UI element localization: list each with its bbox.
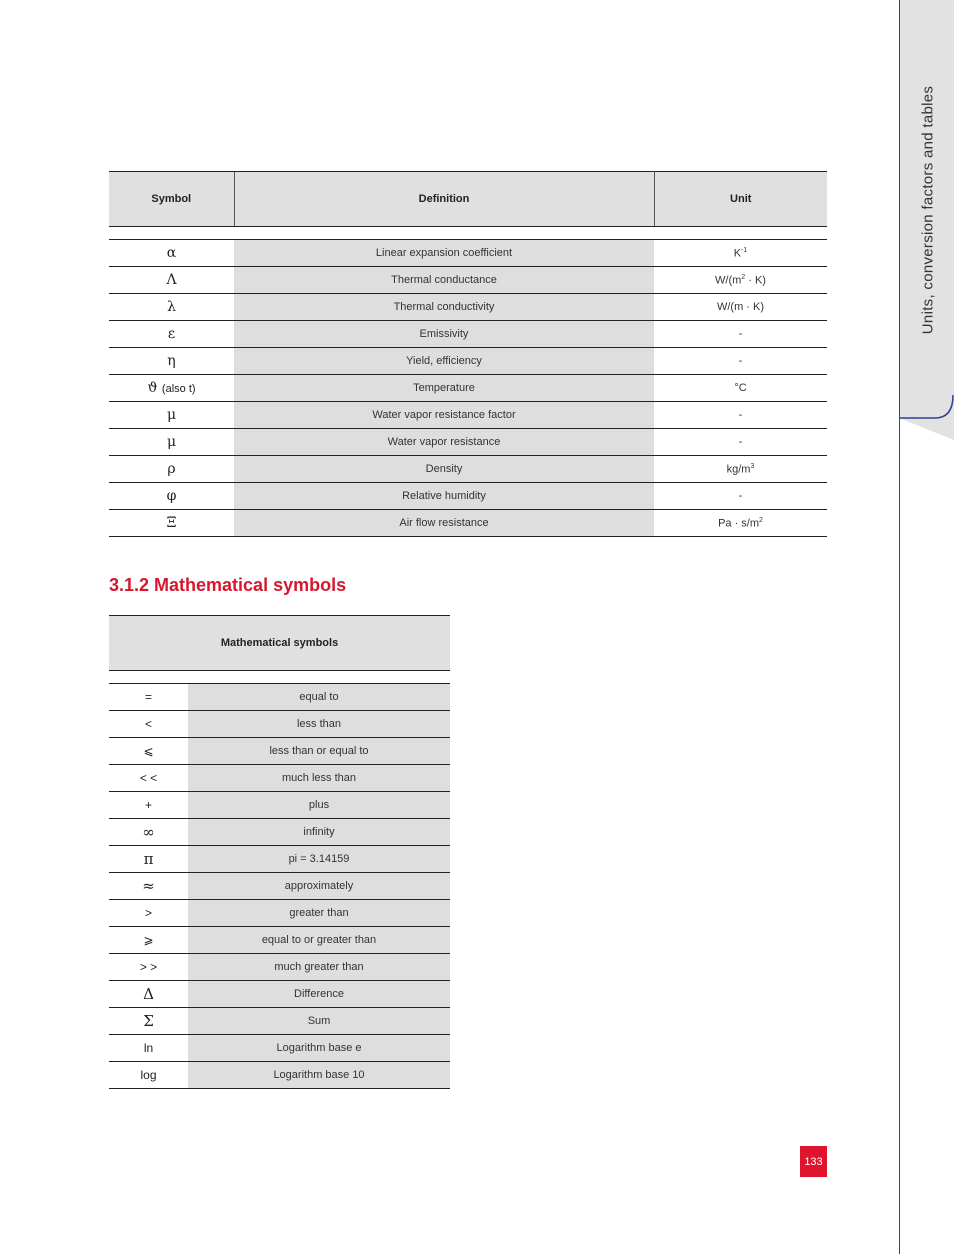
unit-cell [654, 321, 827, 348]
section-title: 3.1.2 Mathematical symbols [109, 575, 347, 595]
math-symbol-cell: Σ [109, 1008, 188, 1035]
unit-cell [654, 348, 827, 375]
side-tab-label: Units, conversion factors and tables [919, 85, 936, 335]
table-row [109, 792, 450, 819]
symbol-glyph: η [167, 353, 176, 369]
math-symbol-cell: log [109, 1062, 188, 1089]
math-symbol-cell: < [109, 711, 188, 738]
unit-base: W/(m [715, 274, 742, 287]
header-definition: Definition [234, 172, 654, 227]
symbol-note: (also t) [161, 383, 196, 395]
math-symbol-cell: Δ [109, 981, 188, 1008]
table-row [109, 873, 450, 900]
math-symbol-cell: ⩾ [109, 927, 188, 954]
unit-cell [654, 483, 827, 510]
symbol-glyph: λ [167, 299, 176, 315]
math-meaning-cell: equal to [188, 684, 450, 711]
side-tab-curve [897, 395, 954, 440]
symbol-glyph: μ [166, 407, 177, 423]
math-symbol-cell: ∞ [109, 819, 188, 846]
symbol-glyph: ε [167, 326, 176, 342]
symbol-cell [109, 429, 234, 456]
symbol-cell [109, 240, 234, 267]
math-symbol-cell: > > [109, 954, 188, 981]
definition-cell: Water vapor resistance factor [234, 402, 654, 429]
table-row [109, 1008, 450, 1035]
header-math-symbols: Mathematical symbols [109, 616, 450, 671]
math-symbol-cell: = [109, 684, 188, 711]
page-number: 133 [800, 1146, 827, 1177]
symbol-glyph: Ξ [166, 515, 177, 531]
math-meaning-cell: Sum [188, 1008, 450, 1035]
symbol-glyph: ϑ [147, 380, 158, 396]
math-meaning-cell: equal to or greater than [188, 927, 450, 954]
unit-base: °C [734, 382, 747, 394]
table-row [109, 684, 450, 711]
math-meaning-cell: approximately [188, 873, 450, 900]
table-row [109, 402, 827, 429]
math-meaning-cell: greater than [188, 900, 450, 927]
table-row [109, 954, 450, 981]
math-meaning-cell: Logarithm base 10 [188, 1062, 450, 1089]
unit-base: - [738, 355, 743, 367]
table-row [109, 846, 450, 873]
unit-base: - [738, 490, 743, 502]
unit-cell [654, 294, 827, 321]
table-row [109, 819, 450, 846]
physical-symbols-table [109, 171, 827, 537]
definition-cell: Temperature [234, 375, 654, 402]
definition-cell: Yield, efficiency [234, 348, 654, 375]
definition-cell: Density [234, 456, 654, 483]
math-symbol-cell: + [109, 792, 188, 819]
unit-base: - [738, 409, 743, 421]
symbol-cell [109, 483, 234, 510]
symbol-cell [109, 456, 234, 483]
math-symbol-cell: ln [109, 1035, 188, 1062]
unit-base: Pa · s/m [718, 517, 760, 530]
table-row [109, 900, 450, 927]
table-header-row [109, 172, 827, 227]
table-row [109, 765, 450, 792]
math-meaning-cell: Difference [188, 981, 450, 1008]
table-row [109, 711, 450, 738]
unit-exponent: -1 [741, 246, 748, 254]
header-unit: Unit [654, 172, 827, 227]
table-row [109, 738, 450, 765]
definition-cell: Water vapor resistance [234, 429, 654, 456]
math-symbol-cell: < < [109, 765, 188, 792]
math-symbol-cell: ≈ [109, 873, 188, 900]
math-symbol-cell: π [109, 846, 188, 873]
unit-cell [654, 402, 827, 429]
table-row [109, 927, 450, 954]
math-meaning-cell: less than or equal to [188, 738, 450, 765]
side-section-tab [899, 0, 954, 418]
definition-cell: Relative humidity [234, 483, 654, 510]
unit-base: - [738, 328, 743, 340]
unit-cell [654, 510, 827, 537]
math-meaning-cell: Logarithm base e [188, 1035, 450, 1062]
definition-cell: Thermal conductivity [234, 294, 654, 321]
symbol-cell [109, 294, 234, 321]
math-symbol-cell: ⩽ [109, 738, 188, 765]
table-row [109, 483, 827, 510]
table-header-row [109, 616, 450, 671]
symbol-cell [109, 348, 234, 375]
math-meaning-cell: plus [188, 792, 450, 819]
table-row [109, 294, 827, 321]
math-meaning-cell: pi = 3.14159 [188, 846, 450, 873]
symbol-glyph: φ [166, 488, 177, 504]
definition-cell: Linear expansion coefficient [234, 240, 654, 267]
unit-exponent: 2 [741, 273, 746, 281]
symbol-cell [109, 510, 234, 537]
table-row [109, 981, 450, 1008]
unit-base: W/(m · K) [716, 301, 765, 313]
unit-exponent: 3 [750, 462, 755, 470]
math-symbols-table [109, 615, 450, 1089]
symbol-cell [109, 321, 234, 348]
table-row [109, 1035, 450, 1062]
table-row [109, 348, 827, 375]
symbol-glyph: μ [166, 434, 177, 450]
unit-cell [654, 429, 827, 456]
unit-cell [654, 456, 827, 483]
unit-cell [654, 240, 827, 267]
symbol-glyph: Λ [166, 272, 177, 288]
math-meaning-cell: less than [188, 711, 450, 738]
table-row [109, 429, 827, 456]
symbol-glyph: ρ [167, 461, 176, 477]
symbol-cell [109, 375, 234, 402]
unit-tail: · K) [745, 274, 766, 287]
table-row [109, 456, 827, 483]
definition-cell: Emissivity [234, 321, 654, 348]
table-row [109, 267, 827, 294]
unit-base: - [738, 436, 743, 448]
unit-base: K [733, 247, 742, 260]
symbol-cell [109, 402, 234, 429]
table-row [109, 510, 827, 537]
math-meaning-cell: much greater than [188, 954, 450, 981]
math-symbol-cell: > [109, 900, 188, 927]
unit-cell [654, 375, 827, 402]
definition-cell: Air flow resistance [234, 510, 654, 537]
symbol-glyph: α [166, 245, 177, 261]
unit-base: kg/m [726, 463, 751, 476]
table-row [109, 240, 827, 267]
definition-cell: Thermal conductance [234, 267, 654, 294]
math-meaning-cell: much less than [188, 765, 450, 792]
table-row [109, 321, 827, 348]
table-row [109, 375, 827, 402]
header-symbol: Symbol [109, 172, 234, 227]
math-meaning-cell: infinity [188, 819, 450, 846]
table-row [109, 1062, 450, 1089]
symbol-cell [109, 267, 234, 294]
unit-cell [654, 267, 827, 294]
side-rule [899, 418, 900, 1254]
unit-exponent: 2 [759, 516, 763, 524]
